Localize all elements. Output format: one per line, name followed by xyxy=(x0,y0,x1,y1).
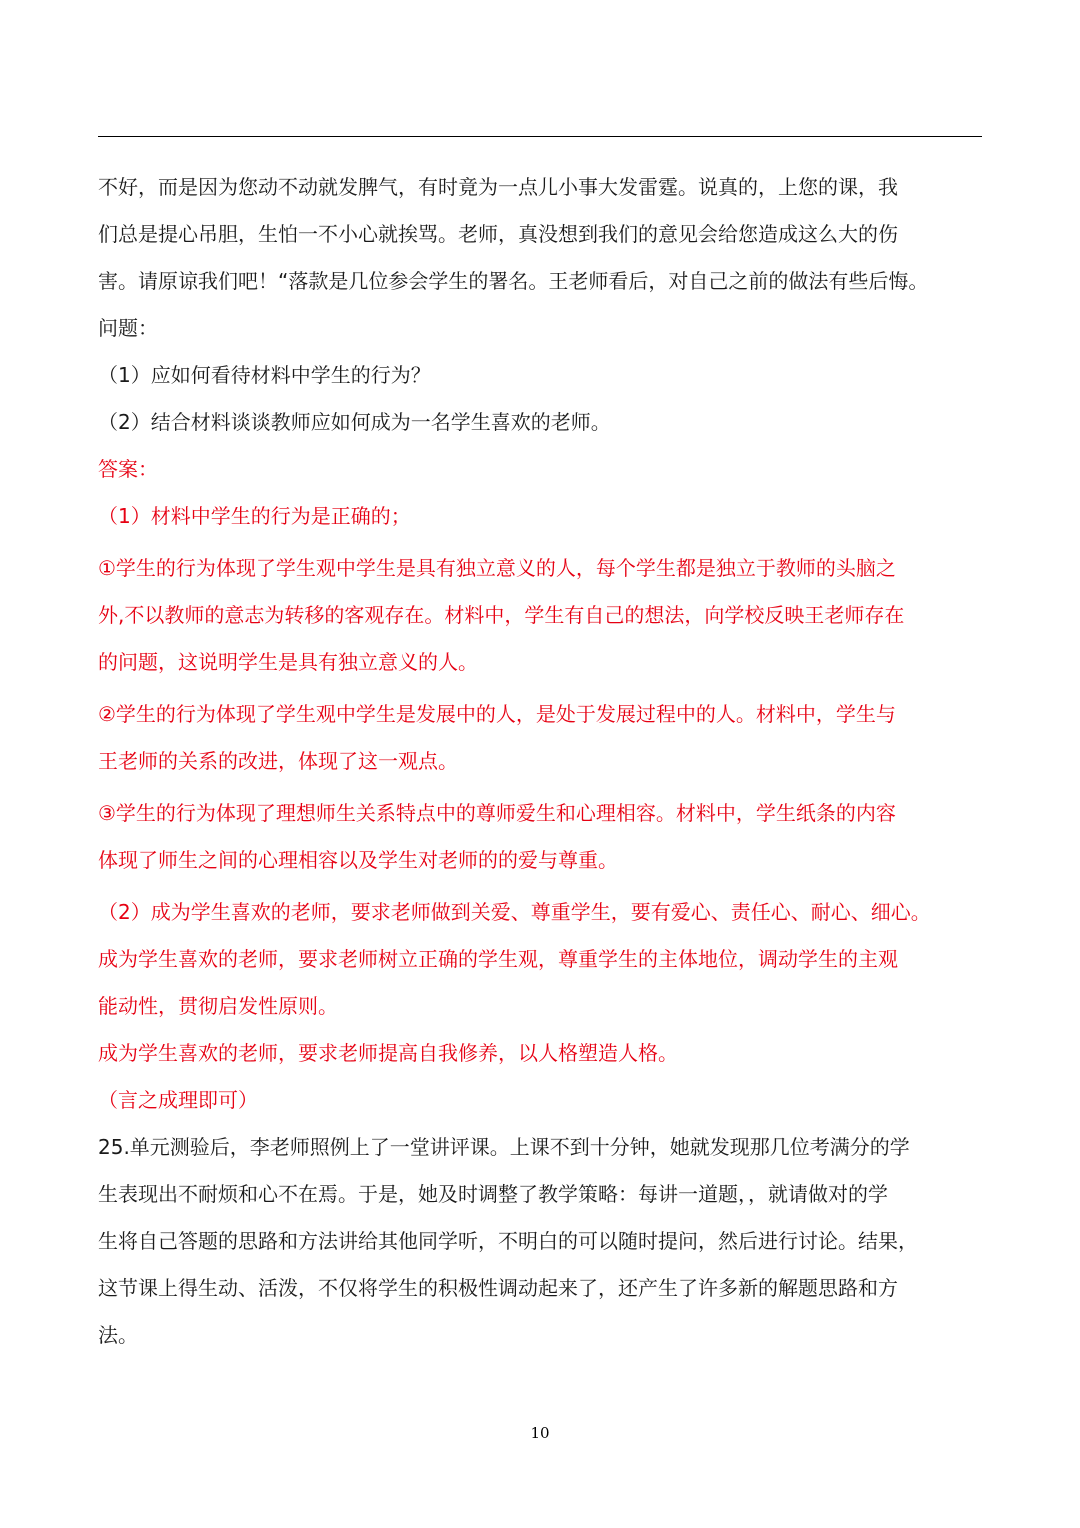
body-text-line: 25.单元测验后，李老师照例上了一堂讲评课。上课不到十分钟，她就发现那几位考满分的学 xyxy=(98,1135,910,1159)
body-text-line: 不好，而是因为您动不动就发脾气，有时竟为一点儿小事大发雷霆。说真的，上您的课，我 xyxy=(98,175,898,199)
header-rule xyxy=(98,136,982,137)
body-text-line: 们总是提心吊胆，生怕一不小心就挨骂。老师，真没想到我们的意见会给您造成这么大的伤 xyxy=(98,222,898,246)
answer-text-line: ③学生的行为体现了理想师生关系特点中的尊师爱生和心理相容。材料中，学生纸条的内容 xyxy=(98,801,896,825)
answer-text-line: 王老师的关系的改进，体现了这一观点。 xyxy=(98,749,458,773)
body-text-line: 害。请原谅我们吧！“落款是几位参会学生的署名。王老师看后，对自己之前的做法有些后悔。 xyxy=(98,269,929,293)
body-text-line: 生表现出不耐烦和心不在焉。于是，她及时调整了教学策略：每讲一道题，，就请做对的学 xyxy=(98,1182,888,1206)
body-text-line: （1）应如何看待材料中学生的行为？ xyxy=(98,363,431,387)
answer-text-line: （言之成理即可） xyxy=(98,1088,258,1112)
body-text-line: 这节课上得生动、活泼，不仅将学生的积极性调动起来了，还产生了许多新的解题思路和方 xyxy=(98,1276,898,1300)
answer-text-line: 外,不以教师的意志为转移的客观存在。材料中，学生有自己的想法，向学校反映王老师存在 xyxy=(98,603,905,627)
page-number: 10 xyxy=(530,1424,550,1442)
answer-text-line: ②学生的行为体现了学生观中学生是发展中的人，是处于发展过程中的人。材料中，学生与 xyxy=(98,702,896,726)
document-body xyxy=(98,168,988,1363)
answer-text-line: 能动性，贯彻启发性原则。 xyxy=(98,994,338,1018)
answer-text-line: 的问题，这说明学生是具有独立意义的人。 xyxy=(98,650,478,674)
body-text-line: 生将自己答题的思路和方法讲给其他同学听，不明白的可以随时提问，然后进行讨论。结果， xyxy=(98,1229,918,1253)
answer-text-line: 成为学生喜欢的老师，要求老师树立正确的学生观，尊重学生的主体地位，调动学生的主观 xyxy=(98,947,898,971)
body-text-line: （2）结合材料谈谈教师应如何成为一名学生喜欢的老师。 xyxy=(98,410,611,434)
answer-text-line: （1）材料中学生的行为是正确的； xyxy=(98,504,411,528)
body-text-line: 法。 xyxy=(98,1323,138,1347)
answer-text-line: ①学生的行为体现了学生观中学生是具有独立意义的人，每个学生都是独立于教师的头脑之 xyxy=(98,556,896,580)
answer-text-line: 体现了师生之间的心理相容以及学生对老师的的爱与尊重。 xyxy=(98,848,618,872)
answer-text-line: 答案： xyxy=(98,457,158,481)
body-text-line: 问题： xyxy=(98,316,158,340)
answer-text-line: （2）成为学生喜欢的老师，要求老师做到关爱、尊重学生，要有爱心、责任心、耐心、细心。 xyxy=(98,900,931,924)
answer-text-line: 成为学生喜欢的老师，要求老师提高自我修养，以人格塑造人格。 xyxy=(98,1041,678,1065)
